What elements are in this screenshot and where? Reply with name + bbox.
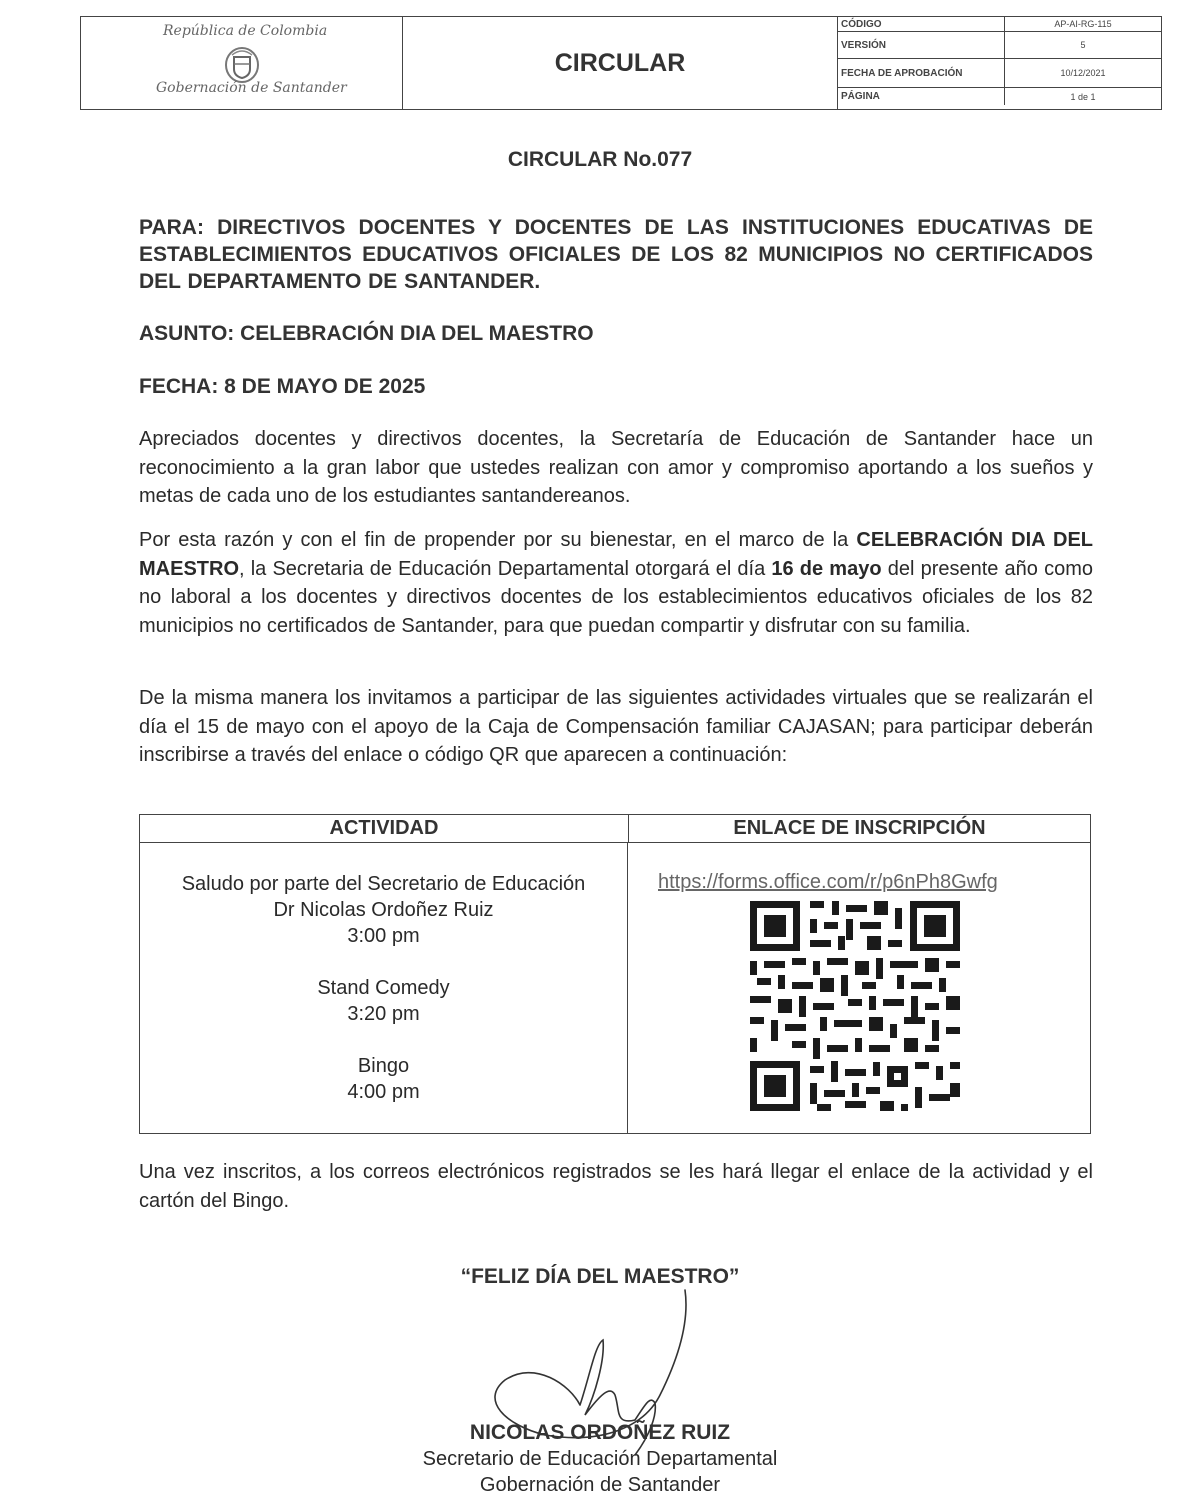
column-header-activity: ACTIVIDAD bbox=[140, 815, 629, 842]
closing-slogan: “FELIZ DÍA DEL MAESTRO” bbox=[460, 1265, 740, 1288]
registration-link[interactable]: https://forms.office.com/r/p6nPh8Gwfg bbox=[658, 871, 998, 893]
subject: ASUNTO: CELEBRACIÓN DIA DEL MAESTRO bbox=[139, 322, 594, 345]
meta-value: 5 bbox=[1080, 40, 1086, 50]
paragraph-activities: De la misma manera los invitamos a participar de las siguientes actividades virtuales que se realizarán el día el 15 de mayo con el apoyo de la Caja de Compensación familiar CAJASAN; para participar deberán inscribirse a través del enlace o código QR que aparecen a continuación: bbox=[139, 687, 1093, 766]
activity-time: 4:00 pm bbox=[347, 1081, 420, 1103]
logo-text-top: República de Colombia bbox=[163, 23, 328, 39]
document-header bbox=[80, 16, 1162, 110]
activity-item bbox=[140, 871, 627, 949]
addressee: PARA: DIRECTIVOS DOCENTES Y DOCENTES DE LAS INSTITUCIONES EDUCATIVAS DE ESTABLECIMIENTOS EDUCATIVOS OFICIALES DE LOS 82 MUNICIPIOS NO CERTIFICADOS DEL DEPARTAMENTO DE SANTANDER. bbox=[139, 216, 1093, 293]
activity-title: Saludo por parte del Secretario de Educación bbox=[181, 873, 586, 895]
meta-row bbox=[838, 32, 1161, 59]
logo-text-bottom: Gobernación de Santander bbox=[156, 80, 347, 96]
header-metadata bbox=[838, 17, 1161, 109]
activity-title: Stand Comedy bbox=[317, 977, 450, 999]
government-logo bbox=[81, 17, 403, 109]
paragraph-text: , la Secretaria de Educación Departamental otorgará el día bbox=[239, 557, 772, 580]
activity-title: Bingo bbox=[357, 1055, 410, 1077]
paragraph-text: del presente año como no laboral a los docentes y directivos docentes de los establecimientos educativos oficiales de los 82 municipios no certificados de Santander, para que puedan compartir y disfrutar con su familia. bbox=[139, 557, 1093, 637]
header-title: CIRCULAR bbox=[403, 17, 838, 109]
registration-cell bbox=[628, 843, 1090, 1133]
coat-of-arms-icon bbox=[223, 45, 261, 85]
circular-number: CIRCULAR No.077 bbox=[507, 148, 693, 171]
emphasis-celebration: CELEBRACIÓN DIA DEL MAESTRO bbox=[139, 529, 1094, 580]
paragraph-text: Por esta razón y con el fin de propender por su bienestar, en el marco de la bbox=[139, 529, 857, 551]
meta-label: PÁGINA bbox=[838, 88, 1005, 105]
activity-time: 3:00 pm bbox=[347, 925, 420, 947]
meta-value: AP-AI-RG-115 bbox=[1054, 19, 1112, 29]
qr-code-icon[interactable] bbox=[750, 901, 960, 1111]
activity-speaker: Dr Nicolas Ordoñez Ruiz bbox=[273, 899, 494, 921]
meta-label: FECHA DE APROBACIÓN bbox=[838, 59, 1005, 87]
activity-item bbox=[140, 1053, 627, 1105]
meta-value: 10/12/2021 bbox=[1060, 68, 1106, 78]
date: FECHA: 8 DE MAYO DE 2025 bbox=[139, 375, 426, 398]
table-row bbox=[140, 843, 1090, 1133]
signatory-name: NICOLAS ORDOÑEZ RUIZ bbox=[469, 1421, 731, 1444]
meta-label: VERSIÓN bbox=[838, 32, 1005, 58]
paragraph-holiday bbox=[139, 526, 1093, 640]
activity-item bbox=[140, 975, 627, 1027]
table-header bbox=[140, 815, 1090, 843]
meta-value: 1 de 1 bbox=[1070, 91, 1096, 102]
signatory-organization: Gobernación de Santander bbox=[479, 1474, 721, 1496]
column-header-link: ENLACE DE INSCRIPCIÓN bbox=[733, 817, 986, 839]
meta-row bbox=[838, 17, 1161, 32]
activity-list bbox=[140, 843, 628, 1133]
activity-time: 3:20 pm bbox=[347, 1003, 420, 1025]
paragraph-intro: Apreciados docentes y directivos docentes, la Secretaría de Educación de Santander hace un reconocimiento a la gran labor que ustedes realizan con amor y compromiso aportando a los sueños y metas de cada uno de los estudiantes santandereanos. bbox=[139, 428, 1093, 507]
activities-table bbox=[139, 814, 1091, 1134]
meta-row bbox=[838, 59, 1161, 88]
emphasis-date: 16 de mayo bbox=[771, 557, 882, 580]
meta-row bbox=[838, 88, 1161, 105]
post-registration-note: Una vez inscritos, a los correos electrónicos registrados se les hará llegar el enlace de la actividad y el cartón del Bingo. bbox=[139, 1161, 1093, 1212]
signatory-role: Secretario de Educación Departamental bbox=[422, 1448, 778, 1470]
meta-label: CÓDIGO bbox=[838, 17, 1005, 31]
